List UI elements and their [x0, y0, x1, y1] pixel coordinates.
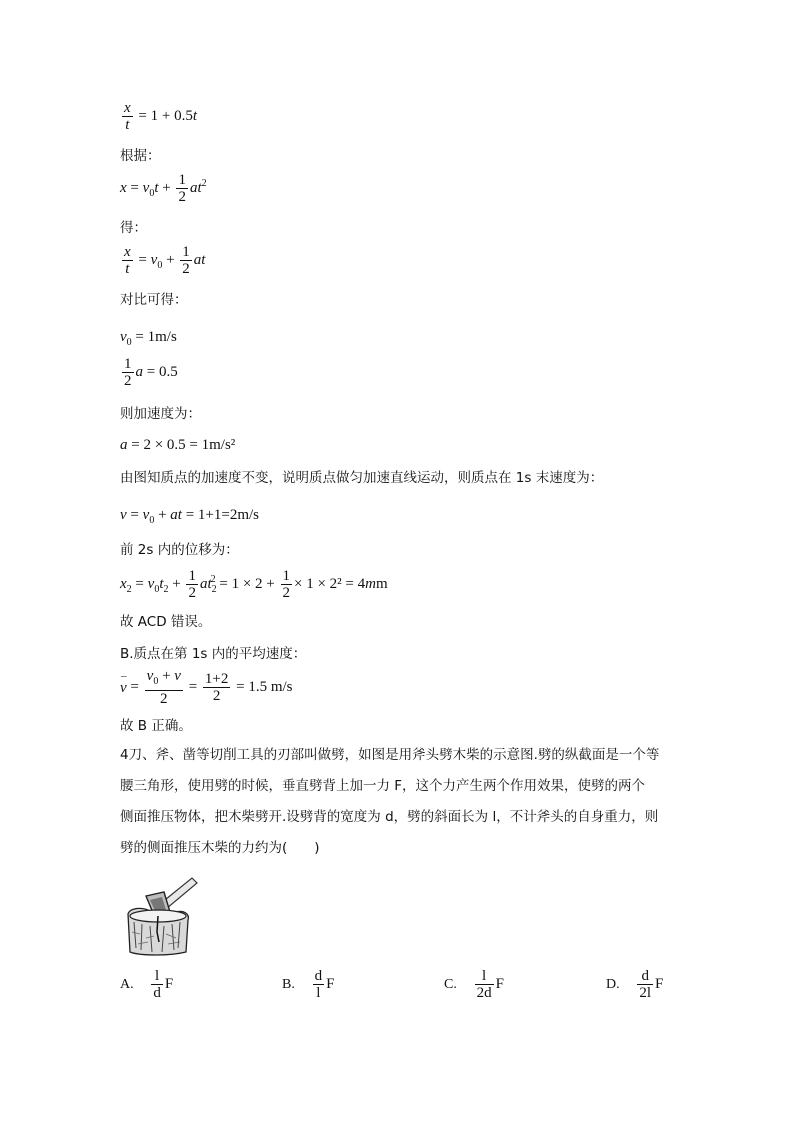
eq10-rhs: = 1.5 m/s	[236, 678, 293, 695]
text-genju: 根据：	[120, 148, 161, 164]
equation-displacement: $x = v_0t$ + $\frac{1}{2}$ $at^2$	[120, 172, 207, 205]
eq7-rhs: = 2 × 0.5 = 1m/s²	[131, 437, 236, 453]
option-c-numerator: l	[475, 968, 494, 985]
eq5-rhs: = 1m/s	[135, 329, 177, 345]
text-acd-wrong: 故 ACD 错误。	[120, 614, 212, 630]
eq9-tail: × 1 × 2² = 4	[294, 575, 366, 592]
text-qian2s: 前 2s 内的位移为：	[120, 542, 239, 558]
option-d-label: D.	[606, 976, 620, 992]
text-jiasudu: 则加速度为：	[120, 406, 201, 422]
question-4	[120, 740, 680, 864]
equation-x-over-t-general: $\frac{x}{t}$ = $v_0$ + $\frac{1}{2}$ at	[124, 244, 206, 277]
eq8-rhs: = 1+1=2m/s	[185, 507, 260, 523]
option-c-force: F	[495, 975, 504, 992]
text-youtu: 由图知质点的加速度不变，说明质点做匀加速直线运动，则质点在 1s 末速度为：	[120, 470, 604, 486]
equation-x2: $x_2 = v_0t_2$ + $\frac{1}{2}$ $at_2^2 = 1 \times 2$ + $\frac{1}{2}$ × 1 × 2² = 4mm	[120, 568, 388, 601]
question-line-4: 劈的侧面推压木柴的力约为( )	[120, 840, 320, 856]
question-line-3: 侧面推压物体，把木柴劈开.设劈背的宽度为 d，劈的斜面长为 l，不计斧头的自身重力，则	[120, 809, 659, 825]
option-b-label: B.	[282, 976, 295, 992]
option-c-label: C.	[444, 976, 457, 992]
equation-velocity: $v = v_0$ + at = 1+1=2m/s	[120, 507, 260, 526]
text-de: 得：	[120, 220, 147, 236]
option-c[interactable]	[444, 968, 504, 1001]
eq9-rhs: = 1 × 2 +	[219, 575, 275, 592]
option-a-denominator: d	[153, 985, 161, 1001]
axe-splitting-wood-figure	[120, 872, 202, 956]
question-line-2: 腰三角形，使用劈的时候，垂直劈背上加一力 F，这个力产生两个作用效果，使劈的两个	[120, 778, 646, 794]
question-line-1: 4刀、斧、凿等切削工具的刃部叫做劈，如图是用斧头劈木柴的示意图.劈的纵截面是一个等	[120, 747, 660, 763]
equation-x-over-t: $\frac{x}{t}$ = 1 + 0.5t	[124, 100, 198, 133]
option-b-numerator: d	[314, 968, 323, 984]
text-b-average: B.质点在第 1s 内的平均速度：	[120, 646, 307, 662]
option-d[interactable]	[606, 968, 663, 1001]
text-b-correct: 故 B 正确。	[120, 718, 192, 734]
equation-v0: $v_0 = 1m/s$	[120, 329, 177, 348]
option-a-numerator: l	[151, 968, 163, 985]
option-a-label: A.	[120, 976, 134, 992]
option-d-numerator: d	[637, 968, 653, 985]
eq1-rhs: = 1 + 0.5	[138, 107, 193, 124]
eq9-unit: m	[376, 575, 388, 592]
option-d-denominator: 2l	[639, 985, 652, 1001]
eq6-rhs: = 0.5	[146, 363, 178, 380]
option-b-force: F	[326, 975, 335, 992]
option-c-denominator: 2d	[476, 985, 492, 1001]
option-b-denominator: l	[316, 985, 321, 1001]
option-a-force: F	[164, 975, 174, 992]
option-a[interactable]	[120, 968, 173, 1001]
equation-half-a: $\frac{1}{2}$ a = 0.5	[124, 356, 178, 389]
option-b[interactable]	[282, 968, 334, 1001]
option-d-force: F	[655, 975, 664, 992]
equation-acceleration: a = 2 × 0.5 = 1m/s²	[120, 437, 236, 453]
text-duibi: 对比可得：	[120, 292, 188, 308]
equation-average-velocity: – v = $\frac{v_0 + v}{2}$ = $\frac{1+2}{2}$ = 1.5 m/s	[120, 668, 293, 707]
